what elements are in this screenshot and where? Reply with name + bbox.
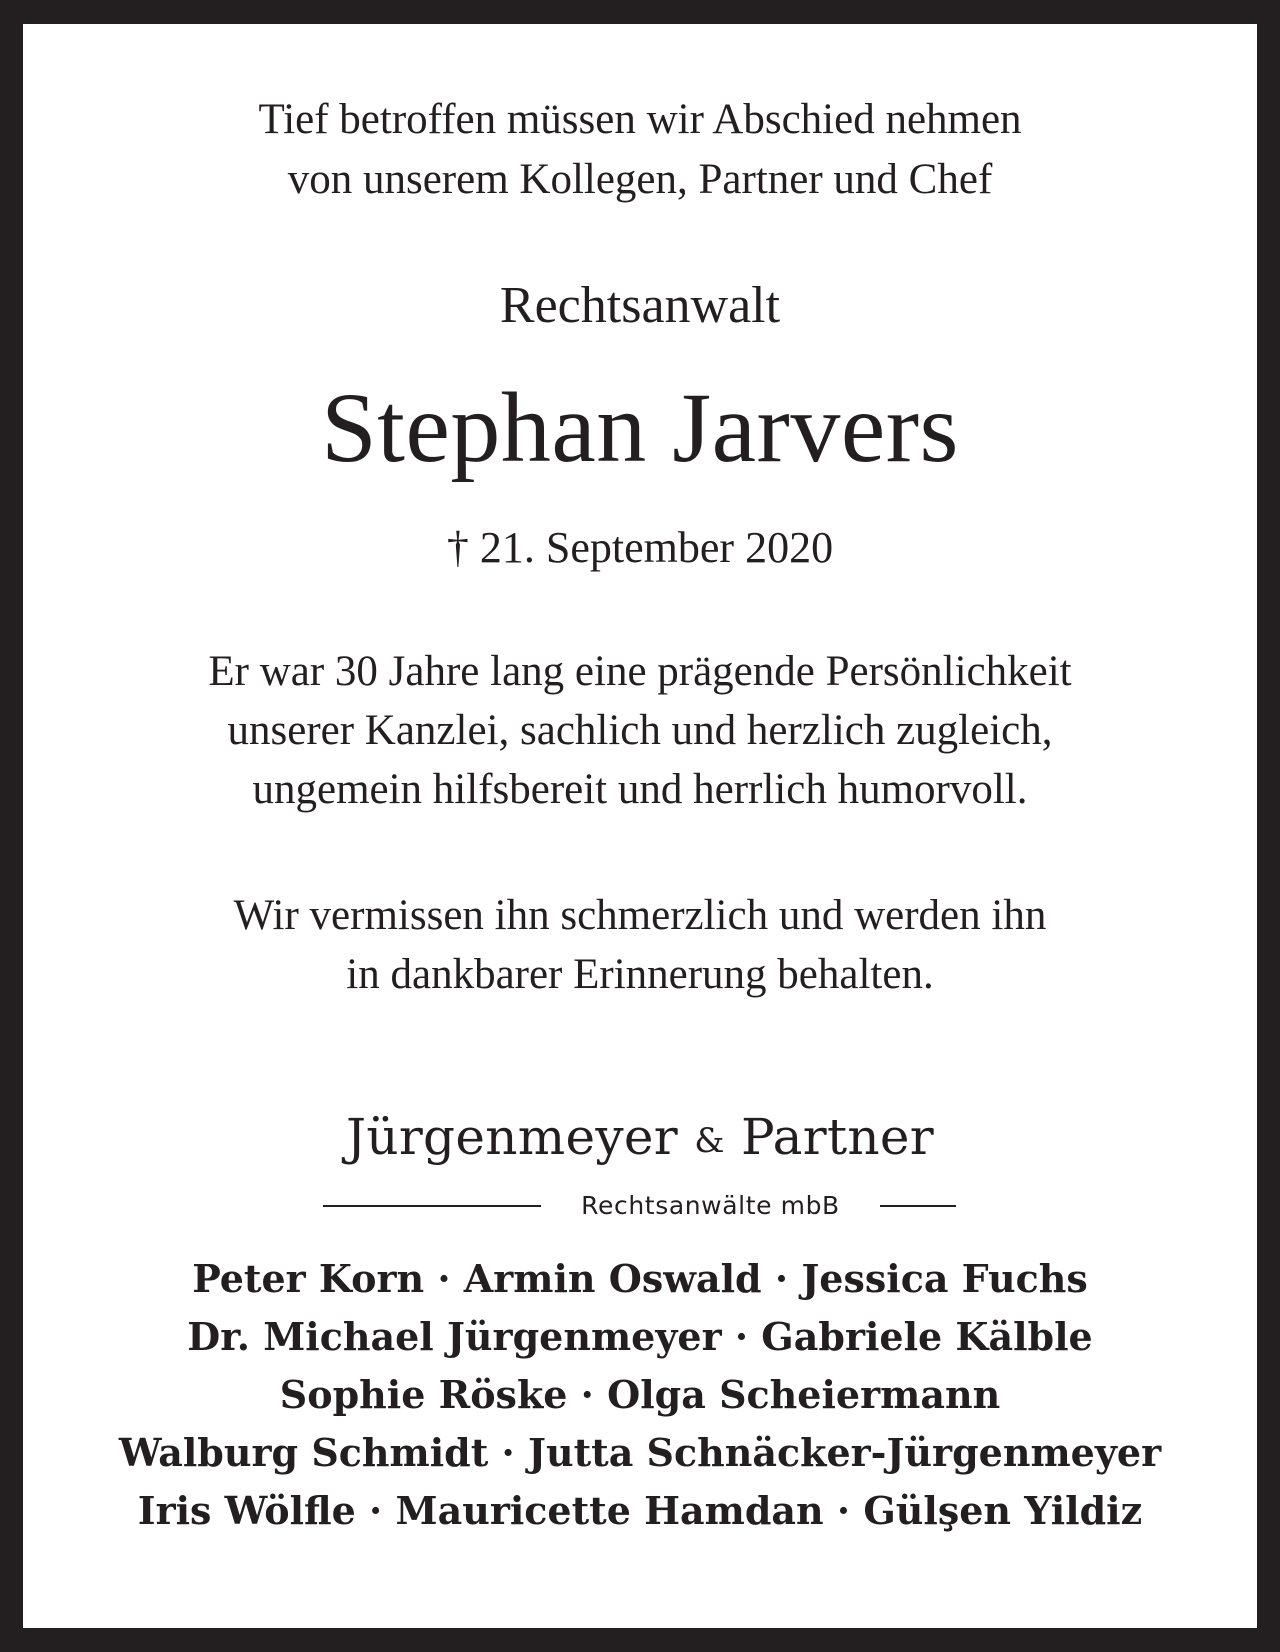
partners-line-1: Peter Korn · Armin Oswald · Jessica Fuchs (192, 1256, 1088, 1301)
deceased-name: Stephan Jarvers (321, 372, 959, 483)
partners-line-2: Dr. Michael Jürgenmeyer · Gabriele Kälble (187, 1314, 1093, 1359)
firm-name-part1: Jürgenmeyer (346, 1108, 678, 1166)
deceased-title: Rechtsanwalt (499, 277, 781, 334)
rule-right (880, 1205, 956, 1207)
intro-line-1: Tief betroffen müssen wir Abschied nehmen (258, 96, 1022, 143)
partners-line-4: Walburg Schmidt · Jutta Schnäcker-Jürgenmeyer (118, 1430, 1162, 1475)
rule-left (323, 1205, 541, 1207)
tribute-line-2: unserer Kanzlei, sachlich und herzlich zugleich, (227, 707, 1053, 754)
remembrance-line-1: Wir vermissen ihn schmerzlich und werden ihn (233, 892, 1047, 939)
tribute-line-3: ungemein hilfsbereit und herrlich humorvoll. (252, 766, 1028, 813)
firm-name-part2: Partner (740, 1108, 934, 1166)
tribute-line-1: Er war 30 Jahre lang eine prägende Persönlichkeit (208, 648, 1072, 695)
partners-line-5: Iris Wölfle · Mauricette Hamdan · Gülşen Yildiz (137, 1488, 1143, 1533)
date-of-death: † 21. September 2020 (446, 523, 834, 572)
intro-line-2: von unserem Kollegen, Partner und Chef (287, 156, 993, 203)
firm-subtitle: Rechtsanwälte mbB (581, 1191, 840, 1220)
firm-name-ampersand: & (694, 1121, 725, 1161)
partners-line-3: Sophie Röske · Olga Scheiermann (279, 1372, 1001, 1417)
firm-subtitle-row (0, 1186, 1280, 1226)
remembrance-line-2: in dankbarer Erinnerung behalten. (346, 951, 934, 998)
firm-name (0, 1108, 1280, 1166)
